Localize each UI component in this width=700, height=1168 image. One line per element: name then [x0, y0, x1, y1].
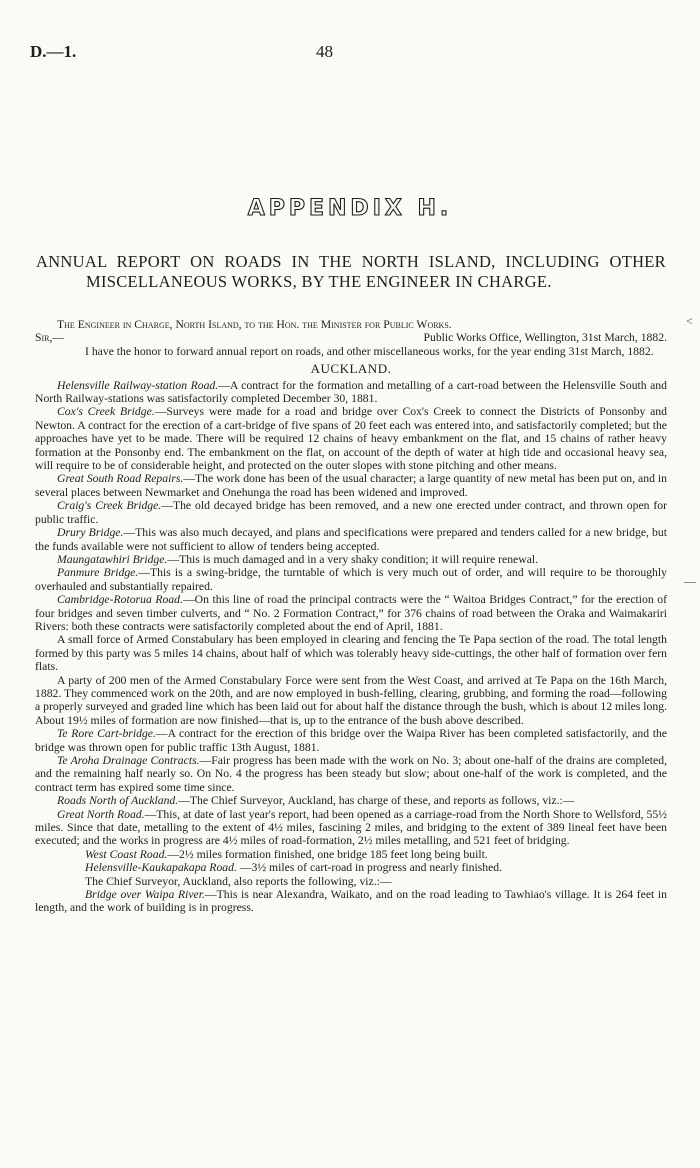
- appendix-title: APPENDIX H.: [247, 196, 453, 221]
- paragraph-text: —A contract for the erection of this bridge over the Waipa River has been completed satisfactorily, and the bridge was thrown open for public traffic 13th August, 1881.: [35, 727, 667, 754]
- body-paragraph: [35, 888, 667, 915]
- salutation: Sir,—: [35, 331, 65, 345]
- report-title: ANNUAL REPORT ON ROADS IN THE NORTH ISLAND, INCLUDING OTHER MISCELLANEOUS WORKS, BY THE ENGINEER IN CHARGE.: [36, 252, 666, 291]
- margin-mark: —: [684, 574, 696, 588]
- salutation-row: [35, 331, 667, 344]
- body-paragraph: [35, 875, 667, 888]
- body-paragraph: [35, 526, 667, 553]
- body-paragraph: [35, 794, 667, 807]
- office-dateline: Public Works Office, Wellington, 31st March, 1882.: [423, 331, 667, 345]
- body-paragraph: [35, 499, 667, 526]
- body-paragraph: [35, 472, 667, 499]
- paragraph-text: —Fair progress has been made with the work on No. 3; about one-half of the drains are completed, and the remaining half nearly so. On No. 4 the progress has been steady but slow; about one-half of the work is completed, and the contract term has expired some time since.: [35, 754, 667, 794]
- paragraph-text: A small force of Armed Constabulary has been employed in clearing and fencing the Te Papa section of the road. The total length formed by this party was 5 miles 14 chains, about half of which was tolerably heavy side-cuttings, the other half of formation over fern flats.: [35, 633, 667, 674]
- paragraph-heading: Drury Bridge.: [57, 526, 124, 540]
- paragraph-heading: Craig's Creek Bridge.: [57, 499, 162, 513]
- paragraph-text: A party of 200 men of the Armed Constabulary Force were sent from the West Coast, and arrived at Te Papa on the 16th March, 1882. They commenced work on the 20th, and are now employed in bush-felling, clearing, grubbing, and forming the road—following a properly surveyed and graded line which has been laid out for about half the distance through the bush, which is about 12 miles long. About 19½ miles of formation are now finished—that is, up to the entrance of the bush above described.: [35, 673, 667, 727]
- body-paragraph: [35, 848, 667, 861]
- paragraph-heading: Panmure Bridge.: [57, 566, 139, 580]
- paragraph-text: —The Chief Surveyor, Auckland, has charge of these, and reports as follows, viz.:—: [178, 794, 575, 808]
- paragraph-text: —2½ miles formation finished, one bridge 185 feet long being built.: [167, 847, 488, 861]
- paragraph-text: —This was also much decayed, and plans and specifications were prepared and tenders called for a new bridge, but the funds available were not sufficient to allow of tenders being accepted.: [35, 526, 667, 553]
- section-heading: AUCKLAND.: [310, 361, 392, 377]
- paragraph-text: —This, at date of last year's report, had been opened as a carriage-road from the North Shore to Wellsford, 55½ miles. Since that date, metalling to the extent of 4½ miles, fascining 2 miles, and bridging to the extent of 389 lineal feet have been executed; and the works in progress are 4½ miles of road-formation, 2½ miles metalling, and 521 feet of bridging.: [35, 807, 667, 848]
- address-line: The Engineer in Charge, North Island, to the Hon. the Minister for Public Works.: [57, 318, 452, 331]
- paragraph-text: The Chief Surveyor, Auckland, also reports the following, viz.:—: [85, 874, 392, 888]
- paragraph-heading: Cox's Creek Bridge.: [57, 405, 155, 419]
- paragraph-heading: Te Rore Cart-bridge.: [57, 727, 156, 741]
- paragraph-heading: Great North Road.: [57, 807, 145, 821]
- body-paragraph: [35, 553, 667, 566]
- paragraph-heading: Great South Road Repairs.: [57, 472, 184, 486]
- paragraph-text: —3½ miles of cart-road in progress and nearly finished.: [236, 861, 503, 875]
- body-paragraph: [35, 808, 667, 848]
- paragraph-heading: Cambridge-Rotorua Road.: [57, 593, 183, 607]
- paragraph-text: —The old decayed bridge has been removed, and a new one erected under contract, and thrown open for public traffic.: [35, 499, 668, 526]
- body-paragraph: [35, 727, 667, 754]
- paragraph-list: [35, 379, 667, 915]
- document-reference: D.—1.: [30, 42, 77, 61]
- body-paragraph: [35, 754, 667, 794]
- paragraph-text: —A contract for the formation and metalling of a cart-road between the Helensville South and North Railway-stations was satisfactorily completed December 30, 1881.: [35, 378, 667, 406]
- paragraph-heading: Te Aroha Drainage Contracts.: [57, 754, 200, 767]
- body-paragraph: [35, 861, 667, 874]
- paragraph-text: —This is much damaged and in a very shaky condition; it will require renewal.: [167, 552, 539, 566]
- body-paragraph: [35, 405, 667, 472]
- margin-mark: ˂: [686, 314, 693, 328]
- paragraph-heading: Helensville-Kaukapakapa Road.: [85, 861, 237, 875]
- paragraph-text: —This is a swing-bridge, the turntable of which is very much out of order, and will require to be thoroughly overhauled and substantially repaired.: [35, 566, 667, 593]
- paragraph-text: —This is near Alexandra, Waikato, and on the road leading to Tawhiao's village. It is 264 feet in length, and the work of building is in progress.: [35, 888, 667, 915]
- paragraph-text: —Surveys were made for a road and bridge over Cox's Creek to connect the Districts of Ponsonby and Newton. A contract for the erection of a cart-bridge of five spans of 20 feet each was entered into, and satisfactorily completed; but the approaches have yet to be made. There will be required 12 chains of heavy embankment on the flat, and 15 chains of rather heavy formation at the Ponsonby end. The embankment on the flat, on account of the depth of water at high tide and occasional heavy sea, will require to be of considerable height, and protected on the outer slopes with stone pitching and other means.: [35, 405, 667, 473]
- paragraph-heading: Maungatawhiri Bridge.: [57, 552, 168, 566]
- paragraph-heading: Helensville Railway-station Road.: [57, 378, 219, 392]
- body-text: [35, 318, 667, 915]
- body-paragraph: [35, 379, 667, 406]
- paragraph-heading: West Coast Road.: [85, 847, 168, 861]
- paragraph-heading: Roads North of Auckland.: [57, 794, 179, 808]
- body-paragraph: [35, 593, 667, 633]
- paragraph-heading: Bridge over Waipa River.: [85, 888, 205, 902]
- paragraph-text: —On this line of road the principal contracts were the “ Waitoa Bridges Contract,” for the erection of four bridges and seven timber culverts, and “ No. 2 Formation Contract,” for 376 chains of road between the Oraka and Waimakariri Rivers: both these contracts were satisfactorily completed about the end of April, 1881.: [35, 593, 668, 633]
- intro-paragraph: I have the honor to forward annual report on roads, and other miscellaneous works, for the year ending 31st March, 1882.: [85, 344, 654, 358]
- paragraph-text: —The work done has been of the usual character; a large quantity of new metal has been put on, and in several places between Newmarket and Onehunga the road has been widened and improved.: [35, 472, 667, 499]
- body-paragraph: [35, 674, 667, 728]
- body-paragraph: [35, 633, 667, 673]
- body-paragraph: [35, 566, 667, 593]
- page-number: 48: [316, 42, 333, 61]
